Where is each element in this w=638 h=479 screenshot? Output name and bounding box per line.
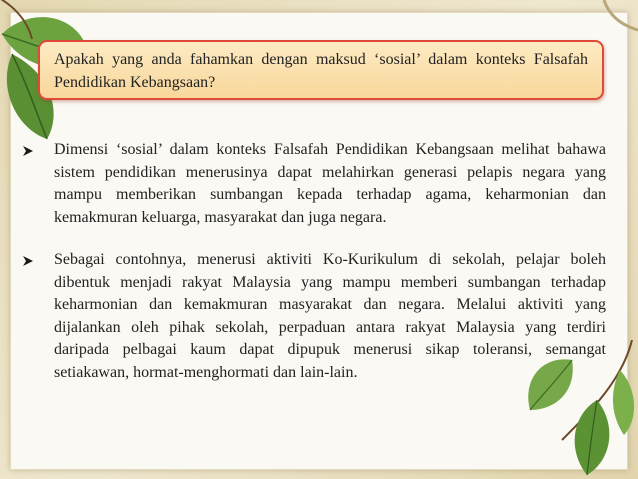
arrow-bullet-icon <box>22 145 34 157</box>
bullet-item-1 <box>22 139 606 229</box>
bullet-text-1: Dimensi ‘sosial’ dalam konteks Falsafah Pendidikan Kebangsaan melihat bahawa sistem pendidikan menerusinya dapat melahirkan generasi pelapis negara yang mampu memberikan sumbangan kepada terhadap agama, keharmonian dan kemakmuran keluarga, masyarakat dan juga negara. <box>54 141 606 226</box>
ribbon-decoration <box>600 0 638 40</box>
question-text: Apakah yang anda fahamkan dengan maksud ‘sosial’ dalam konteks Falsafah Pendidikan Kebangsaan? <box>54 51 588 91</box>
bullet-text-2: Sebagai contohnya, menerusi aktiviti Ko-Kurikulum di sekolah, pelajar boleh dibentuk menjadi rakyat Malaysia yang mampu memberi sumbangan terhadap keharmonian dan kemakmuran masyarakat dan negara. Melalui aktiviti yang dijalankan oleh pihak sekolah, perpaduan antara rakyat Malaysia yang terdiri daripada pelbagai kaum dapat dipupuk menerusi sikap toleransi, semangat setiakawan, hormat-menghormati dan lain-lain. <box>54 251 606 381</box>
arrow-bullet-icon <box>22 255 34 267</box>
leaf-decoration-bottom-right <box>502 340 638 479</box>
question-box <box>38 40 604 100</box>
